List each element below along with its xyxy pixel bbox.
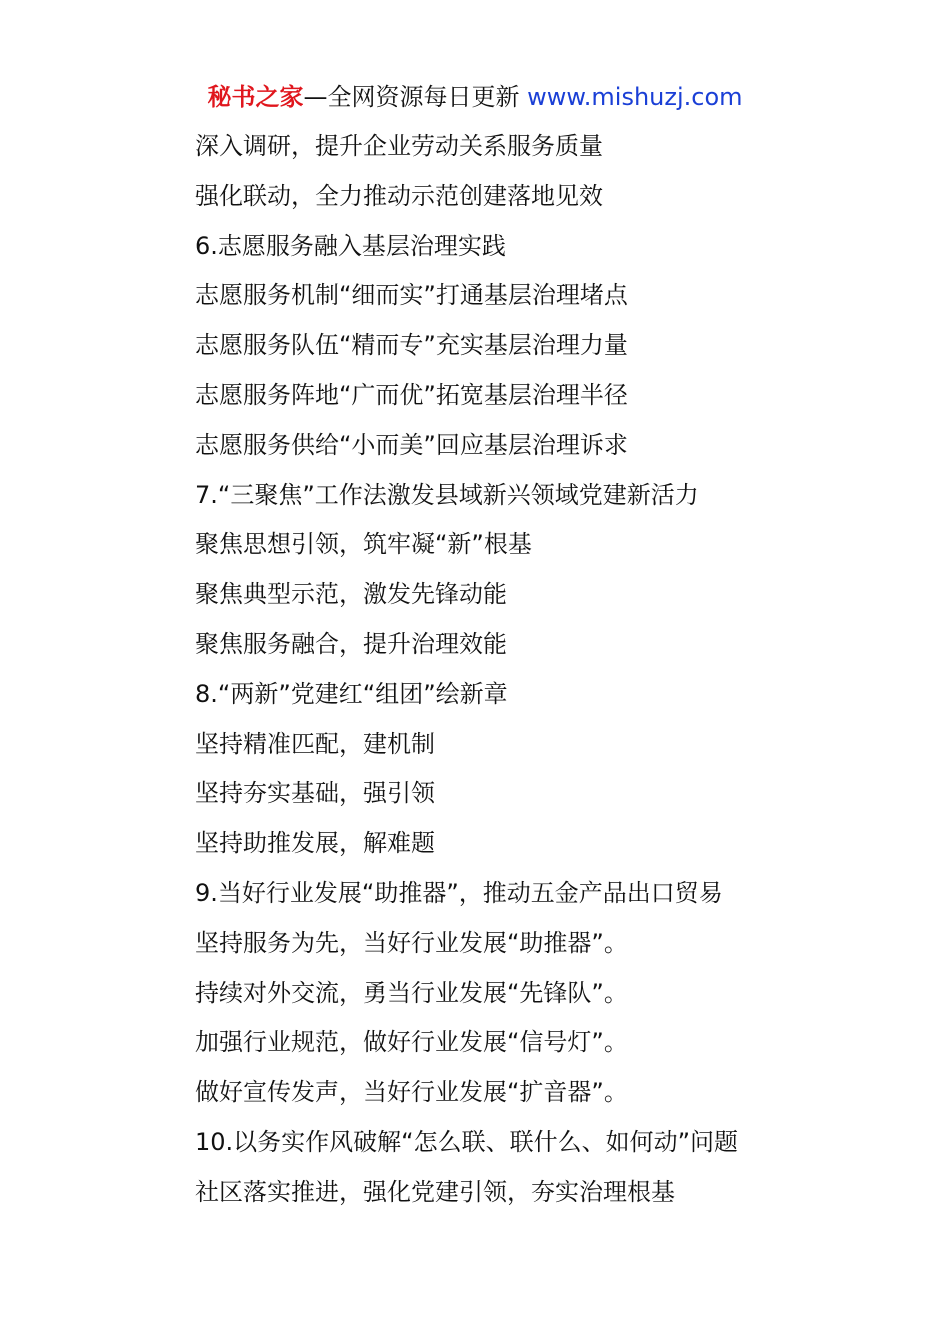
page-header bbox=[0, 80, 950, 114]
section-heading: 8.“两新”党建红“组团”绘新章 bbox=[195, 679, 508, 708]
text-line: 坚持助推发展，解难题 bbox=[195, 829, 435, 858]
text-line: 加强行业规范，做好行业发展“信号灯”。 bbox=[195, 1028, 628, 1057]
text-line: 深入调研，提升企业劳动关系服务质量 bbox=[195, 132, 603, 160]
site-brand: 秘书之家 bbox=[207, 83, 304, 111]
text-line: 志愿服务机制“细而实”打通基层治理堵点 bbox=[195, 281, 628, 310]
section-heading: 6.志愿服务融入基层治理实践 bbox=[195, 231, 506, 260]
text-line: 坚持夯实基础，强引领 bbox=[195, 779, 435, 808]
section-heading: 10.以务实作风破解“怎么联、联什么、如何动”问题 bbox=[195, 1127, 739, 1156]
section-heading: 9.当好行业发展“助推器”，推动五金产品出口贸易 bbox=[195, 878, 723, 907]
text-line: 聚焦典型示范，激发先锋动能 bbox=[195, 580, 507, 609]
section-heading: 7.“三聚焦”工作法激发县域新兴领域党建新活力 bbox=[195, 480, 699, 509]
text-line: 强化联动，全力推动示范创建落地见效 bbox=[195, 181, 603, 210]
text-line: 聚焦服务融合，提升治理效能 bbox=[195, 629, 507, 658]
text-line: 志愿服务阵地“广而优”拓宽基层治理半径 bbox=[195, 380, 628, 409]
text-line: 志愿服务队伍“精而专”充实基层治理力量 bbox=[195, 331, 628, 360]
text-line: 做好宣传发声，当好行业发展“扩音器”。 bbox=[195, 1078, 628, 1107]
text-line: 志愿服务供给“小而美”回应基层治理诉求 bbox=[195, 430, 628, 459]
site-url[interactable]: www.mishuzj.com bbox=[527, 83, 743, 111]
text-line: 持续对外交流，勇当行业发展“先锋队”。 bbox=[195, 978, 628, 1007]
site-tagline: —全网资源每日更新 bbox=[303, 83, 520, 111]
document-body bbox=[195, 122, 895, 1218]
text-line: 聚焦思想引领，筑牢凝“新”根基 bbox=[195, 530, 532, 559]
text-line: 社区落实推进，强化党建引领，夯实治理根基 bbox=[195, 1177, 675, 1206]
text-line: 坚持服务为先，当好行业发展“助推器”。 bbox=[195, 928, 628, 957]
text-line: 坚持精准匹配，建机制 bbox=[195, 729, 435, 758]
